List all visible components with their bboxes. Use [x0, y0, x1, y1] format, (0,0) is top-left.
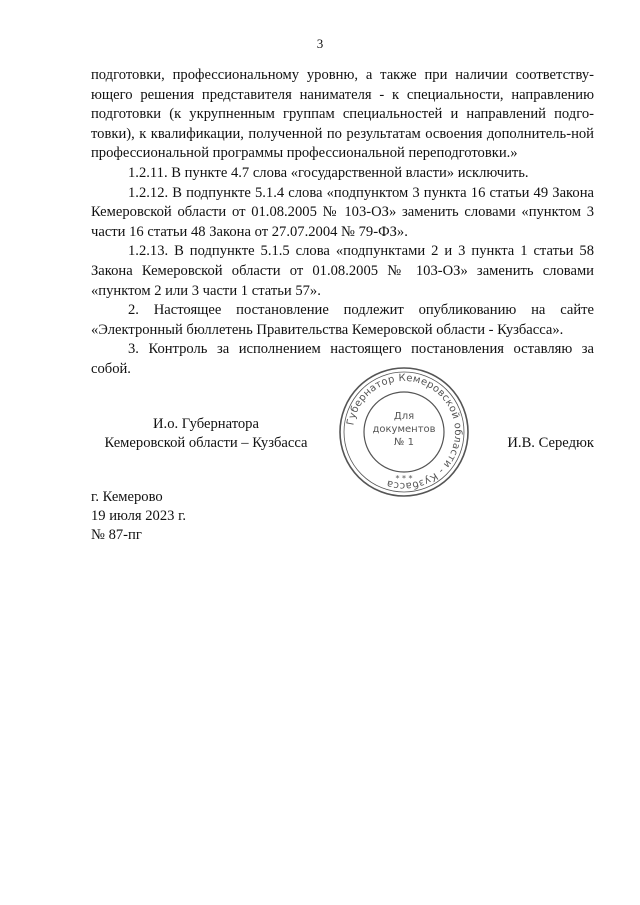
paragraph-1-2-12: 1.2.12. В подпункте 5.1.4 слова «подпунктом 3 пункта 16 статьи 49 Закона Кемеровской области от 01.08.2005 № 103-ОЗ» заменить словами «пунктом 3 части 16 статьи 48 Закона от 27.07.2004 № 79-ФЗ». — [91, 184, 594, 240]
signatory-position — [91, 415, 321, 453]
paragraph-1-2-11: 1.2.11. В пункте 4.7 слова «государственной власти» исключить. — [128, 164, 529, 181]
signatory-name: И.В. Середюк — [507, 435, 594, 451]
paragraph-continuation: подготовки, профессиональному уровню, а также при наличии соответству-ющего решения представителя нанимателя - к специальности, направлению подготовки (к укрупненным группам специальностей и направлений подго-товки), к квалификации, полученной по результатам освоения дополнитель-ной профессиональной программы профессиональной переподготовки.» — [91, 67, 594, 162]
signatory-position-line2: Кемеровской области – Кузбасса — [104, 435, 308, 451]
seal-ring-text: Губернатор Кемеровской области - Кузбасса — [345, 372, 464, 492]
signatory-position-line1: И.о. Губернатора — [153, 416, 259, 432]
paragraph-1-2-13: 1.2.13. В подпункте 5.1.5 слова «подпунктами 2 и 3 пункта 1 статьи 58 Закона Кемеровской области от 01.08.2005 № 103-ОЗ» заменить словами «пунктом 2 или 3 части 1 статьи 57». — [91, 243, 594, 299]
page-number: 3 — [316, 36, 324, 51]
document-body — [91, 66, 594, 380]
footer-date: 19 июля 2023 г. — [91, 508, 187, 524]
paragraph-2-publication: 2. Настоящее постановление подлежит опубликованию на сайте «Электронный бюллетень Правительства Кемеровской области - Кузбасса». — [91, 302, 594, 338]
footer-doc-number: № 87-пг — [91, 527, 142, 543]
official-seal-stamp — [338, 366, 470, 498]
paragraph-3-control: 3. Контроль за исполнением настоящего постановления оставляю за собой. — [91, 341, 594, 377]
seal-center-line3: № 1 — [394, 437, 414, 448]
seal-center-line2: документов — [372, 424, 436, 435]
seal-center-line1: Для — [393, 411, 415, 422]
seal-stars: * * * — [395, 474, 413, 483]
footer-city: г. Кемерово — [91, 489, 163, 505]
document-footer — [91, 488, 186, 545]
